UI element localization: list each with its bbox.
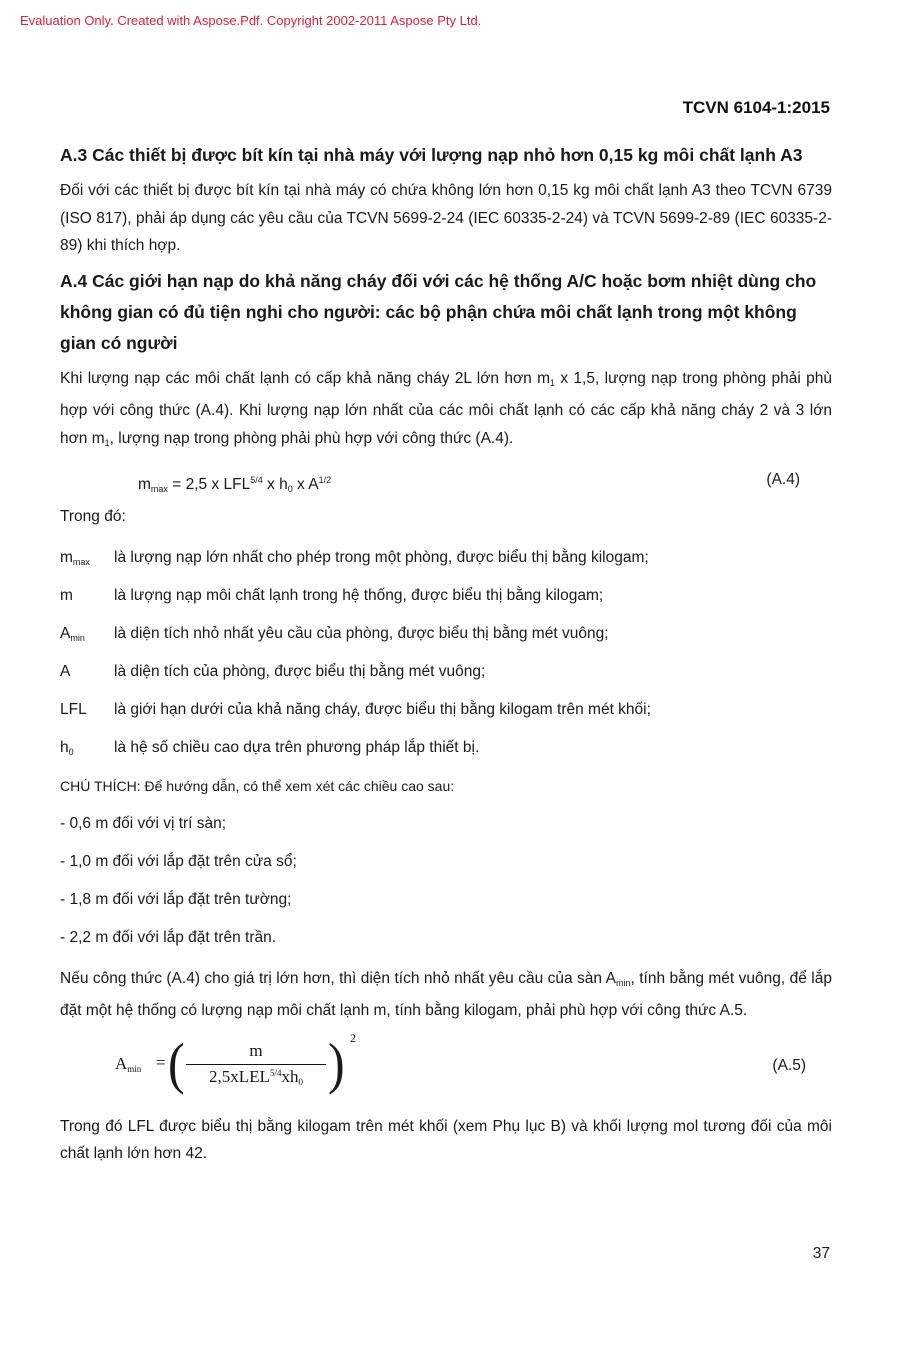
symbol: LFL [60, 700, 87, 718]
height-item: - 1,8 m đối với lắp đặt trên tường; [60, 890, 292, 908]
page-content [60, 140, 832, 1174]
symbol-description: là diện tích của phòng, được biểu thị bằng mét vuông; [114, 662, 486, 680]
eq-a4-m-sub: max [150, 484, 168, 494]
section-a3-text: Đối với các thiết bị được bít kín tại nhà máy có chứa không lớn hơn 0,15 kg môi chất lạnh A3 theo TCVN 6739 (ISO 817), phải áp dụng các yêu cầu của TCVN 5699-2-24 (IEC 60335-2-24) và TCVN 5699-2-89 (IEC 60335-2-89) khi thích hợp. [60, 182, 832, 254]
eq-a4-a: x A [292, 476, 319, 493]
symbol-row [60, 691, 832, 729]
symbol: $A_{min}$ [60, 624, 85, 643]
equation-a4-formula [138, 463, 331, 506]
paragraph-a5-part-2: , tính bằng mét vuông, để lắp đặt một hệ thống có lượng nạp môi chất lạnh m, tính bằng kilogam, phải phù hợp với công thức A.5. [60, 969, 832, 1019]
paragraph-a5-part-1: Nếu công thức (A.4) cho giá trị lớn hơn, thì diện tích nhỏ nhất yêu cầu của sàn A [60, 969, 616, 987]
eq-a4-lfl-exp: 5/4 [250, 475, 263, 485]
height-item: - 2,2 m đối với lắp đặt trên trần. [60, 928, 277, 946]
fraction-denominator: $2,5xLEL^{5/4}xh_0$ [209, 1066, 303, 1087]
equals-sign: = [156, 1052, 166, 1072]
section-a4-text [60, 365, 832, 458]
symbol: $m_{max}$ [60, 548, 90, 567]
equation-a4 [60, 463, 832, 497]
eq-a4-body: = 2,5 x LFL [167, 476, 251, 493]
symbol-list [60, 539, 832, 767]
eq-a4-m: m [138, 476, 151, 493]
left-paren-icon: ( [168, 1030, 185, 1095]
height-item: - 1,0 m đối với lắp đặt trên cửa sổ; [60, 852, 297, 870]
symbol: A [60, 662, 71, 680]
section-a3-heading: A.3 Các thiết bị được bít kín tại nhà máy với lượng nạp nhỏ hơn 0,15 kg môi chất lạnh A3 [60, 145, 803, 165]
fraction-numerator: m [186, 1041, 326, 1065]
a4-text-part-2: x 1,5, lượng nạp trong phòng phải phù hợp với công thức (A.4). Khi lượng nạp lớn nhất của các môi chất lạnh có các cấp khả năng cháy 2 và 3 lớn hơn m [60, 369, 832, 447]
where-label: Trong đó: [60, 508, 126, 525]
a4-sub-2: 1 [104, 437, 110, 448]
equation-a5-exponent: 2 [350, 1030, 356, 1045]
final-paragraph: Trong đó LFL được biểu thị bằng kilogam trên mét khối (xem Phụ lục B) và khối lượng mol tương đối của môi chất lạnh lớn hơn 42. [60, 1117, 832, 1162]
eq-a4-a-exp: 1/2 [318, 475, 332, 485]
eq-a4-h: x h [262, 476, 288, 493]
section-a4-heading: A.4 Các giới hạn nạp do khả năng cháy đối với các hệ thống A/C hoặc bơm nhiệt dùng cho không gian có đủ tiện nghi cho người: các bộ phận chứa môi chất lạnh trong một không gian có người [60, 270, 817, 353]
symbol-description: là giới hạn dưới của khả năng cháy, được biểu thị bằng kilogam trên mét khối; [114, 700, 651, 718]
equation-a5-lhs: $A_{min}$ [115, 1053, 142, 1074]
watermark-text: Evaluation Only. Created with Aspose.Pdf. Copyright 2002-2011 Aspose Pty Ltd. [20, 13, 482, 28]
right-paren-icon: ) [328, 1030, 345, 1095]
equation-a5-fraction [186, 1041, 326, 1087]
a4-sub-1: 1 [550, 377, 556, 388]
symbol-description: là lượng nạp lớn nhất cho phép trong một phòng, được biểu thị bằng kilogam; [114, 548, 649, 566]
symbol-description: là diện tích nhỏ nhất yêu cầu của phòng, được biểu thị bằng mét vuông; [114, 624, 609, 642]
symbol-description: là hệ số chiều cao dựa trên phương pháp lắp thiết bị. [114, 738, 480, 756]
symbol-row [60, 615, 832, 653]
symbol: $h_0$ [60, 738, 74, 757]
symbol-row [60, 539, 832, 577]
symbol: m [60, 586, 73, 604]
symbol-row [60, 577, 832, 615]
paragraph-a5 [60, 965, 832, 1025]
equation-a5 [60, 1031, 832, 1109]
height-item: - 0,6 m đối với vị trí sàn; [60, 814, 227, 832]
symbol-row [60, 729, 832, 767]
eq-a4-h-sub: 0 [287, 484, 293, 494]
paragraph-a5-sub: min [615, 977, 631, 988]
symbol-row [60, 653, 832, 691]
a4-text-part-3: , lượng nạp trong phòng phải phù hợp với công thức (A.4). [109, 429, 514, 447]
equation-a5-number: (A.5) [772, 1056, 806, 1074]
a4-text-part-1: Khi lượng nạp các môi chất lạnh có cấp khả năng cháy 2L lớn hơn m [60, 369, 550, 387]
symbol-description: là lượng nạp môi chất lạnh trong hệ thống, được biểu thị bằng kilogam; [114, 586, 604, 604]
page-number: 37 [812, 1245, 830, 1262]
standard-code: TCVN 6104-1:2015 [682, 98, 830, 117]
equation-a4-number: (A.4) [766, 471, 800, 488]
note-text: CHÚ THÍCH: Để hướng dẫn, có thể xem xét các chiều cao sau: [60, 777, 455, 794]
